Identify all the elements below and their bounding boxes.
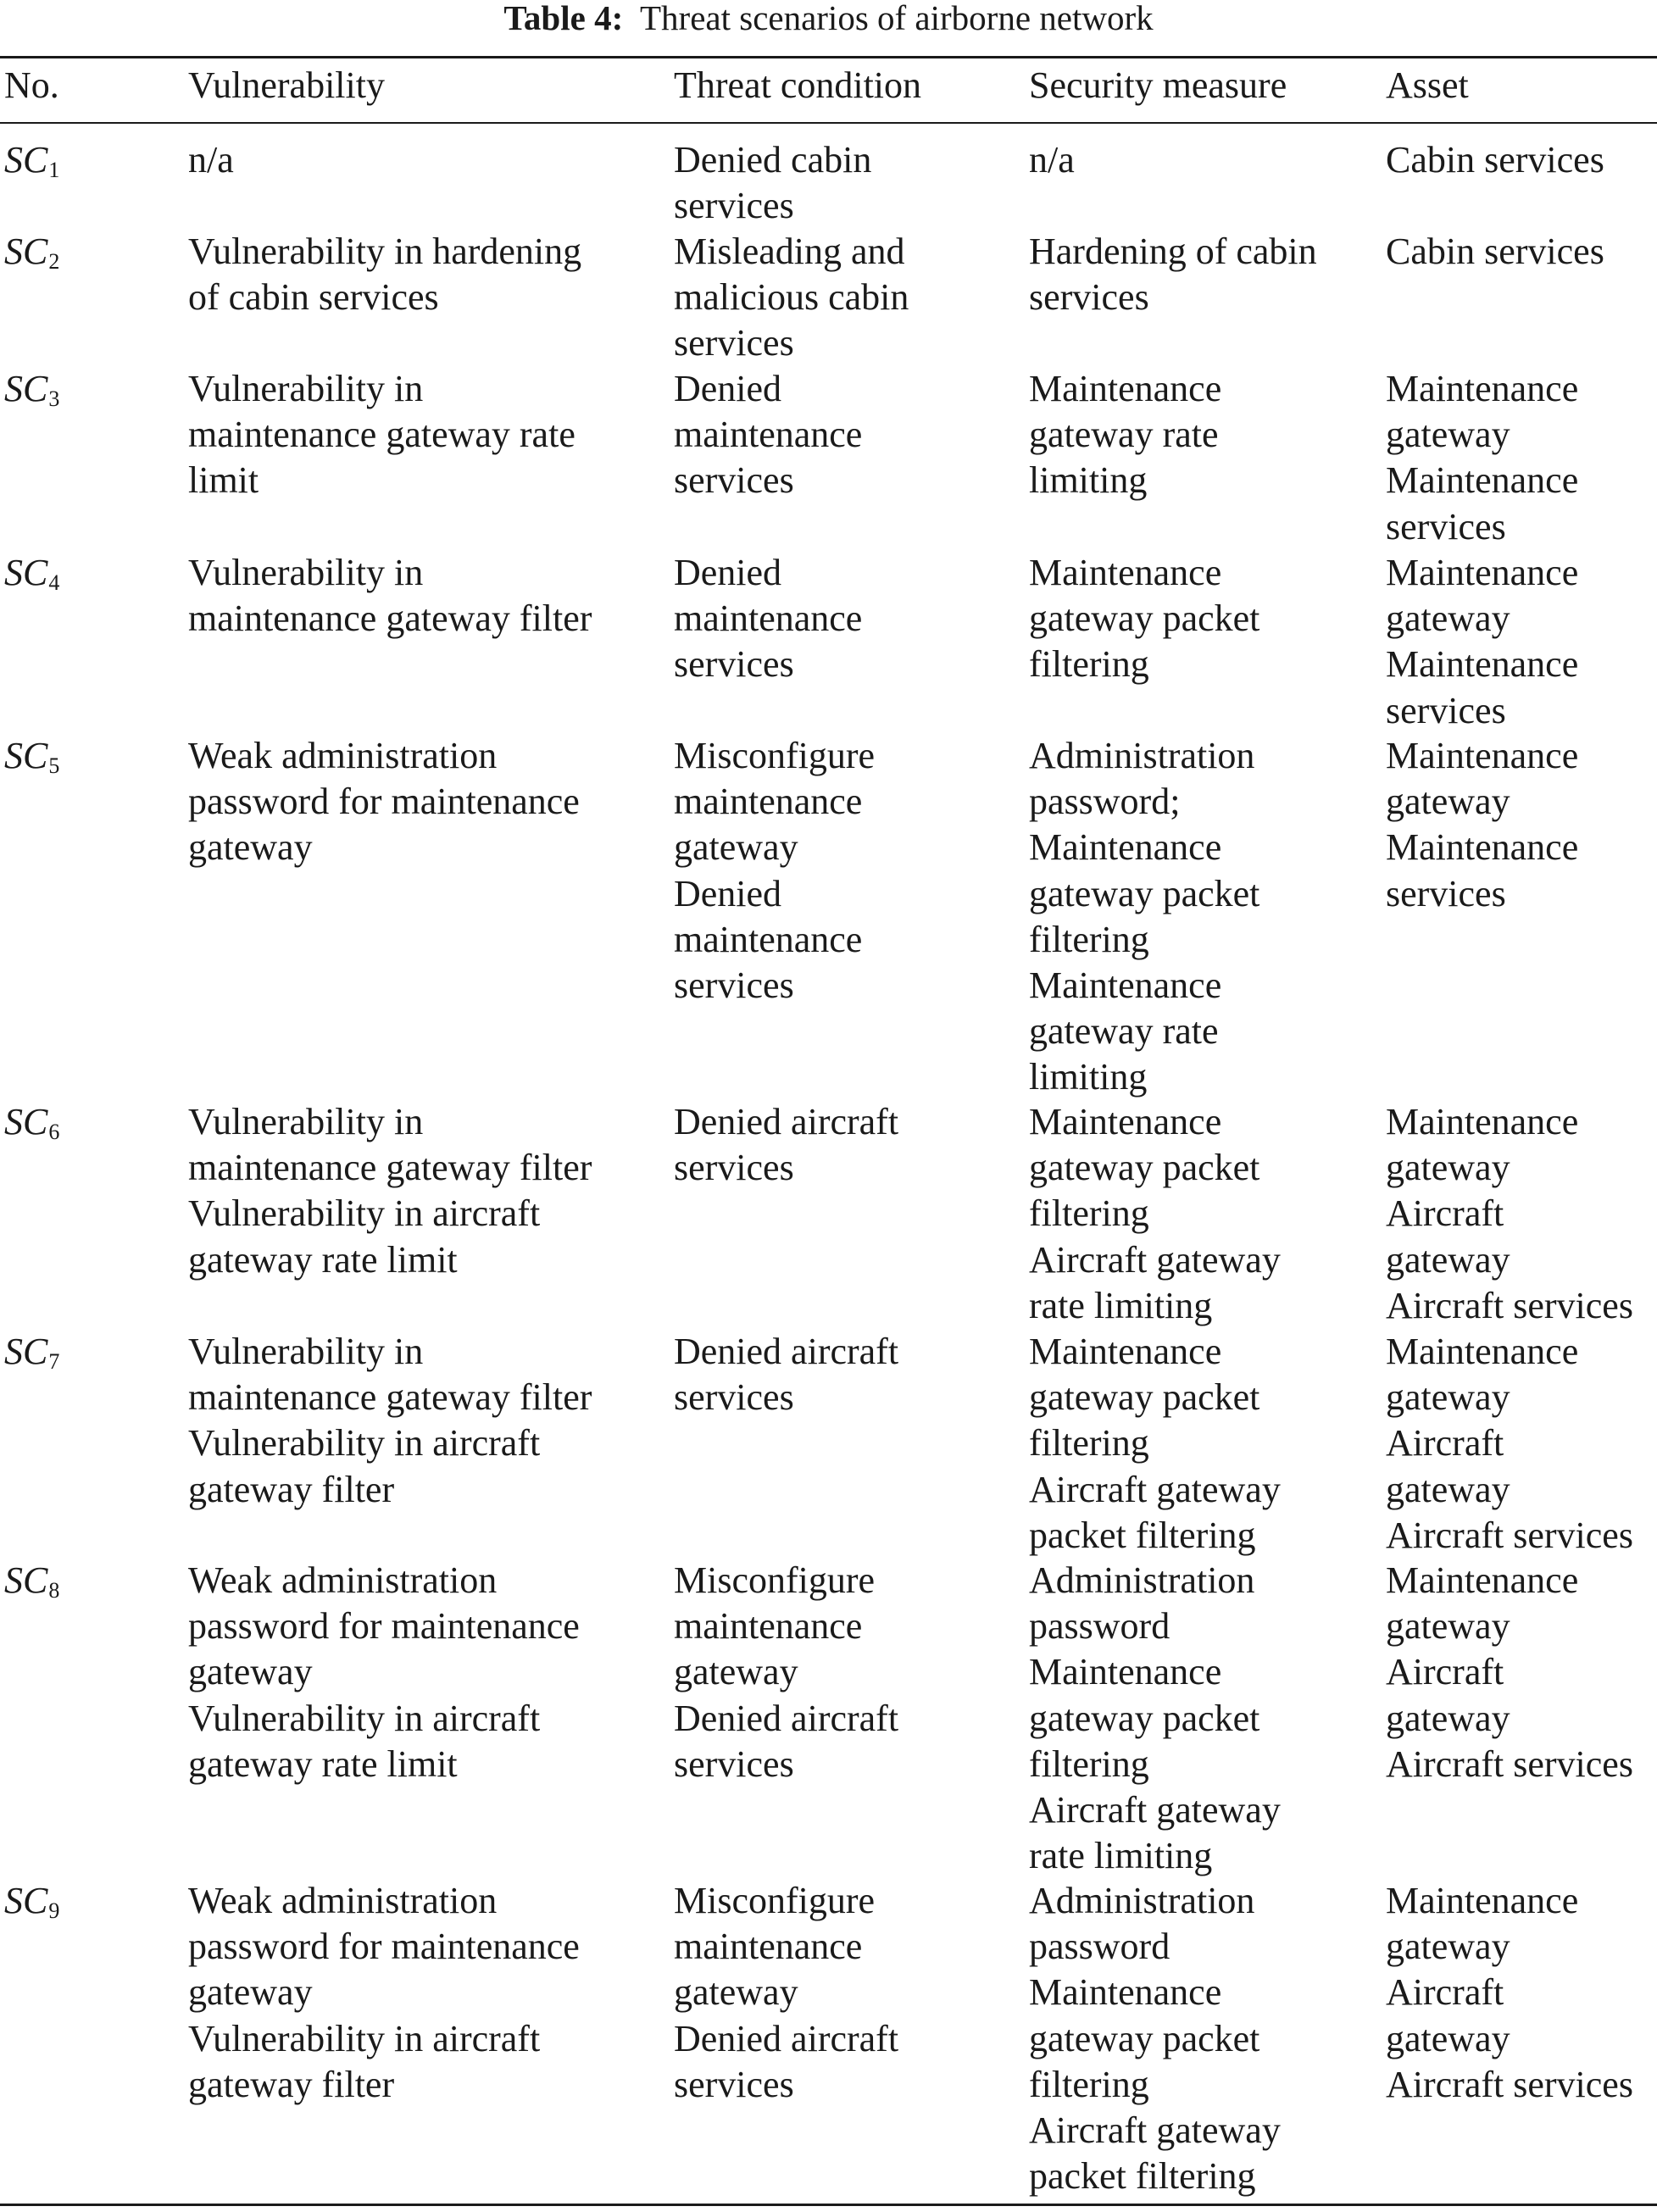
security-measure-cell — [1029, 229, 1317, 320]
cell-line: Maintenance — [1386, 735, 1579, 776]
asset-cell — [1386, 1878, 1633, 2108]
cell-line: gateway — [1386, 1147, 1510, 1189]
cell-line: Maintenance — [1386, 368, 1579, 409]
scenario-id-subscript: 7 — [48, 1349, 60, 1374]
security-measure-cell — [1029, 137, 1075, 183]
cell-line: Administration — [1029, 1880, 1255, 1921]
vulnerability-cell — [188, 137, 234, 183]
security-measure-cell — [1029, 550, 1259, 688]
cell-line: gateway rate limit — [188, 1238, 458, 1281]
cell-line: services — [674, 1742, 794, 1785]
cell-line: password for maintenance — [188, 1605, 580, 1648]
scenario-id-text: SC — [4, 1559, 48, 1601]
asset-cell — [1386, 550, 1578, 734]
scenario-id — [4, 1559, 59, 1601]
vulnerability-cell — [188, 1558, 580, 1787]
cell-line: maintenance — [674, 781, 863, 823]
cell-line: Denied — [674, 368, 782, 409]
cell-line: gateway — [1386, 1697, 1510, 1739]
scenario-id-cell — [4, 733, 59, 789]
cell-line: Vulnerability in hardening — [188, 231, 582, 272]
cell-line: Aircraft services — [1386, 1514, 1633, 1556]
cell-line: services — [1029, 276, 1149, 319]
cell-line: Aircraft — [1386, 1971, 1504, 2014]
cell-line: limiting — [1029, 459, 1148, 502]
cell-line: Maintenance — [1386, 1880, 1579, 1921]
cell-line: Maintenance — [1029, 552, 1222, 593]
cell-line: Aircraft gateway — [1029, 1468, 1281, 1510]
cell-line: maintenance gateway filter — [188, 1376, 592, 1419]
cell-line: gateway — [1386, 2017, 1510, 2059]
cell-line: n/a — [188, 139, 234, 181]
cell-line: malicious cabin — [674, 276, 909, 319]
threat-condition-cell — [674, 366, 862, 504]
scenario-id-cell — [4, 1558, 59, 1614]
threat-condition-cell — [674, 1099, 898, 1191]
table-caption-label: Table 4: — [503, 0, 624, 37]
cell-line: gateway packet — [1029, 1147, 1260, 1189]
cell-line: Misconfigure — [674, 1559, 876, 1601]
cell-line: password — [1029, 1605, 1170, 1648]
cell-line: maintenance — [674, 1605, 863, 1648]
scenario-id — [4, 139, 59, 181]
scenario-id-cell — [4, 366, 59, 422]
cell-line: Administration — [1029, 735, 1255, 776]
scenario-id-text: SC — [4, 231, 48, 272]
cell-line: packet filtering — [1029, 1514, 1256, 1556]
cell-line: gateway filter — [188, 2063, 395, 2105]
cell-line: limiting — [1029, 1056, 1148, 1098]
cell-line: filtering — [1029, 643, 1149, 686]
threat-condition-cell — [674, 1878, 898, 2108]
cell-line: Vulnerability in aircraft — [188, 1697, 541, 1739]
threat-condition-cell — [674, 1558, 898, 1787]
cell-line: Maintenance — [1029, 1651, 1222, 1693]
cell-line: Maintenance — [1386, 552, 1579, 593]
cell-line: filtering — [1029, 918, 1149, 960]
scenario-id-subscript: 9 — [48, 1898, 60, 1923]
cell-line: Maintenance — [1029, 368, 1222, 409]
header-security-measure: Security measure — [1029, 64, 1287, 106]
cell-line: gateway — [188, 1651, 313, 1693]
asset-cell — [1386, 733, 1578, 917]
cell-line: Vulnerability in — [188, 1101, 424, 1142]
cell-line: Maintenance — [1029, 964, 1222, 1007]
vulnerability-cell — [188, 550, 592, 642]
scenario-id-cell — [4, 1329, 59, 1385]
cell-line: Weak administration — [188, 1880, 498, 1921]
cell-line: gateway packet — [1029, 2017, 1260, 2059]
threat-condition-cell — [674, 1329, 898, 1420]
security-measure-cell — [1029, 366, 1221, 504]
cell-line: services — [674, 2063, 794, 2105]
cell-line: filtering — [1029, 1742, 1149, 1785]
cell-line: Vulnerability in — [188, 552, 424, 593]
security-measure-cell — [1029, 1878, 1281, 2199]
cell-line: Maintenance — [1386, 1559, 1579, 1601]
cell-line: Denied — [674, 552, 782, 593]
cell-line: Denied aircraft — [674, 2017, 899, 2059]
cell-line: gateway rate — [1029, 1010, 1219, 1053]
cell-line: maintenance — [674, 918, 863, 960]
cell-line: Maintenance — [1029, 1971, 1222, 2014]
header-asset: Asset — [1386, 64, 1469, 106]
cell-line: Maintenance — [1029, 826, 1222, 869]
cell-line: services — [674, 964, 794, 1007]
top-rule — [0, 56, 1657, 58]
cell-line: Denied aircraft — [674, 1331, 899, 1372]
cell-line: Maintenance — [1029, 1331, 1222, 1372]
vulnerability-cell — [188, 733, 580, 871]
cell-line: Denied aircraft — [674, 1697, 899, 1739]
cell-line: Aircraft services — [1386, 2063, 1633, 2105]
cell-line: Misconfigure — [674, 735, 876, 776]
cell-line: services — [674, 1376, 794, 1419]
cell-line: Aircraft — [1386, 1651, 1504, 1693]
cell-line: Denied aircraft — [674, 1101, 899, 1142]
cell-line: Cabin services — [1386, 139, 1604, 181]
scenario-id-subscript: 5 — [48, 753, 60, 778]
cell-line: maintenance gateway filter — [188, 1147, 592, 1189]
scenario-id-cell — [4, 1099, 59, 1155]
security-measure-cell — [1029, 1558, 1281, 1879]
cell-line: maintenance — [674, 414, 863, 456]
cell-line: Maintenance — [1386, 1101, 1579, 1142]
scenario-id — [4, 231, 59, 272]
cell-line: rate limiting — [1029, 1284, 1213, 1326]
cell-line: filtering — [1029, 2063, 1149, 2105]
vulnerability-cell — [188, 1329, 592, 1513]
vulnerability-cell — [188, 366, 576, 504]
threat-condition-cell — [674, 229, 909, 367]
scenario-id-subscript: 1 — [48, 158, 60, 182]
cell-line: Maintenance — [1386, 1331, 1579, 1372]
security-measure-cell — [1029, 1099, 1281, 1329]
scenario-id — [4, 368, 59, 409]
cell-line: Weak administration — [188, 1559, 498, 1601]
cell-line: services — [1386, 505, 1506, 547]
scenario-id-subscript: 6 — [48, 1120, 60, 1144]
asset-cell — [1386, 1099, 1633, 1329]
cell-line: services — [674, 643, 794, 686]
table-caption-title: Threat scenarios of airborne network — [640, 0, 1154, 37]
scenario-id — [4, 1101, 59, 1142]
scenario-id-subscript: 2 — [48, 249, 60, 274]
threat-condition-cell — [674, 137, 871, 229]
scenario-id — [4, 1880, 59, 1921]
cell-line: Aircraft — [1386, 1192, 1504, 1235]
threat-condition-cell — [674, 733, 875, 1009]
cell-line: Aircraft gateway — [1029, 1789, 1281, 1831]
header-threat-condition: Threat condition — [674, 64, 922, 106]
cell-line: services — [1386, 872, 1506, 914]
security-measure-cell — [1029, 733, 1259, 1101]
cell-line: gateway — [1386, 1238, 1510, 1281]
cell-line: password; — [1029, 781, 1181, 823]
cell-line: services — [674, 322, 794, 364]
cell-line: gateway — [674, 826, 798, 869]
bottom-rule — [0, 2204, 1657, 2206]
scenario-id-text: SC — [4, 1101, 48, 1142]
scenario-id — [4, 1331, 59, 1372]
cell-line: gateway — [674, 1971, 798, 2014]
vulnerability-cell — [188, 229, 581, 320]
cell-line: gateway packet — [1029, 1697, 1260, 1739]
scenario-id-text: SC — [4, 368, 48, 409]
asset-cell — [1386, 1558, 1633, 1787]
cell-line: gateway — [1386, 1926, 1510, 1968]
scenario-id — [4, 735, 59, 776]
cell-line: Vulnerability in — [188, 368, 424, 409]
cell-line: Administration — [1029, 1559, 1255, 1601]
cell-line: Aircraft services — [1386, 1742, 1633, 1785]
cell-line: gateway — [674, 1651, 798, 1693]
cell-line: gateway — [1386, 414, 1510, 456]
cell-line: password for maintenance — [188, 781, 580, 823]
cell-line: Weak administration — [188, 735, 498, 776]
cell-line: Maintenance — [1029, 1101, 1222, 1142]
scenario-id-cell — [4, 229, 59, 285]
scenario-id-subscript: 4 — [48, 570, 60, 595]
cell-line: password for maintenance — [188, 1926, 580, 1968]
scenario-id — [4, 552, 59, 593]
cell-line: of cabin services — [188, 276, 439, 319]
header-rule — [0, 122, 1657, 124]
cell-line: Vulnerability in aircraft — [188, 1192, 541, 1235]
cell-line: Misleading and — [674, 231, 905, 272]
scenario-id-text: SC — [4, 552, 48, 593]
cell-line: gateway packet — [1029, 597, 1260, 640]
cell-line: Hardening of cabin — [1029, 231, 1317, 272]
cell-line: Vulnerability in — [188, 1331, 424, 1372]
scenario-id-subscript: 8 — [48, 1578, 60, 1603]
cell-line: gateway packet — [1029, 872, 1260, 914]
cell-line: services — [674, 459, 794, 502]
threat-condition-cell — [674, 550, 862, 688]
cell-line: gateway — [1386, 1468, 1510, 1510]
cell-line: Aircraft — [1386, 1422, 1504, 1464]
cell-line: services — [1386, 689, 1506, 731]
header-no: No. — [4, 64, 59, 106]
cell-line: filtering — [1029, 1422, 1149, 1464]
scenario-id-text: SC — [4, 1331, 48, 1372]
cell-line: n/a — [1029, 139, 1075, 181]
scenario-id-text: SC — [4, 735, 48, 776]
scenario-id-text: SC — [4, 139, 48, 181]
table-caption — [0, 0, 1657, 51]
cell-line: gateway rate limit — [188, 1742, 458, 1785]
cell-line: password — [1029, 1926, 1170, 1968]
cell-line: rate limiting — [1029, 1835, 1213, 1877]
cell-line: Denied cabin — [674, 139, 872, 181]
asset-cell — [1386, 366, 1578, 550]
scenario-id-cell — [4, 137, 59, 193]
scenario-id-subscript: 3 — [48, 386, 60, 411]
asset-cell — [1386, 1329, 1633, 1559]
cell-line: Maintenance — [1386, 459, 1579, 502]
scenario-id-cell — [4, 550, 59, 606]
cell-line: limit — [188, 459, 259, 502]
cell-line: maintenance — [674, 597, 863, 640]
cell-line: services — [674, 1147, 794, 1189]
cell-line: Vulnerability in aircraft — [188, 2017, 541, 2059]
cell-line: gateway — [1386, 597, 1510, 640]
cell-line: gateway filter — [188, 1468, 395, 1510]
asset-cell — [1386, 137, 1604, 183]
cell-line: Aircraft services — [1386, 1284, 1633, 1326]
scenario-id-cell — [4, 1878, 59, 1934]
vulnerability-cell — [188, 1099, 592, 1283]
cell-line: gateway — [188, 826, 313, 869]
cell-line: maintenance — [674, 1926, 863, 1968]
cell-line: maintenance gateway filter — [188, 597, 592, 640]
cell-line: maintenance gateway rate — [188, 414, 576, 456]
cell-line: Vulnerability in aircraft — [188, 1422, 541, 1464]
cell-line: services — [674, 185, 794, 227]
vulnerability-cell — [188, 1878, 580, 2108]
cell-line: packet filtering — [1029, 2155, 1256, 2198]
asset-cell — [1386, 229, 1604, 275]
scenario-id-text: SC — [4, 1880, 48, 1921]
cell-line: gateway rate — [1029, 414, 1219, 456]
cell-line: gateway — [1386, 1376, 1510, 1419]
cell-line: Denied — [674, 872, 782, 914]
cell-line: gateway — [1386, 781, 1510, 823]
cell-line: Aircraft gateway — [1029, 1238, 1281, 1281]
security-measure-cell — [1029, 1329, 1281, 1559]
cell-line: filtering — [1029, 1192, 1149, 1235]
cell-line: gateway — [188, 1971, 313, 2014]
cell-line: gateway packet — [1029, 1376, 1260, 1419]
cell-line: Misconfigure — [674, 1880, 876, 1921]
header-vulnerability: Vulnerability — [188, 64, 385, 106]
cell-line: Cabin services — [1386, 231, 1604, 272]
cell-line: gateway — [1386, 1605, 1510, 1648]
cell-line: Aircraft gateway — [1029, 2109, 1281, 2152]
cell-line: Maintenance — [1386, 643, 1579, 686]
cell-line: Maintenance — [1386, 826, 1579, 869]
